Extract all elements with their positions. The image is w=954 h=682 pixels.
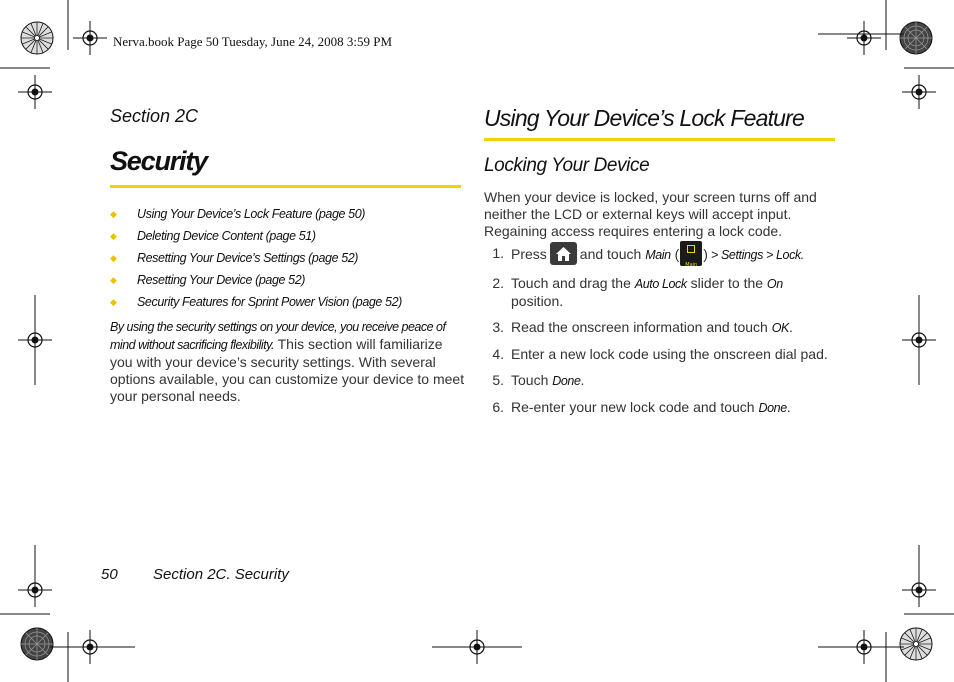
- print-header: Nerva.book Page 50 Tuesday, June 24, 2008 3:59 PM: [113, 34, 393, 49]
- section-title: Security: [110, 146, 207, 176]
- step-text: [511, 372, 836, 390]
- lock-description: When your device is locked, your screen turns off and neither the LCD or external keys will accept input. Regaining access requires entering a lock code.: [484, 189, 817, 239]
- toc-item[interactable]: [110, 247, 402, 269]
- diamond-bullet-icon: ◆: [110, 274, 117, 285]
- step-text-part: Read the onscreen information and touch: [511, 319, 772, 335]
- step-number: 3.: [492, 319, 504, 335]
- feature-heading-rule: [484, 138, 835, 141]
- step-text: [511, 245, 836, 266]
- feature-heading: Using Your Device’s Lock Feature: [484, 105, 805, 131]
- step-item: [484, 346, 836, 363]
- toc-item[interactable]: [110, 269, 402, 291]
- ui-label: Done: [552, 374, 581, 388]
- step-text-part: (: [674, 246, 680, 263]
- toc-item-label: Using Your Device’s Lock Feature (page 50): [137, 207, 366, 221]
- intro-paragraph: [110, 318, 465, 405]
- section-title-rule: [110, 185, 461, 188]
- diamond-bullet-icon: ◆: [110, 208, 117, 219]
- step-item: [484, 399, 836, 417]
- ui-label: On: [766, 277, 783, 291]
- step-text-part: Press: [511, 246, 547, 263]
- page-number: 50: [101, 566, 118, 583]
- step-text: [511, 319, 836, 337]
- step-text-part: .: [786, 399, 791, 415]
- main-key-label: Main: [685, 262, 698, 268]
- step-text: Enter a new lock code using the onscreen dial pad.: [511, 346, 828, 362]
- step-item: [484, 319, 836, 337]
- intro-lead: By using the security settings on your device, you receive peace of mind without sacrificing flexibility.: [110, 320, 446, 352]
- step-text-part: Touch: [511, 372, 553, 388]
- ui-label: Done: [758, 401, 787, 415]
- subheading: Locking Your Device: [484, 155, 650, 176]
- home-key-icon: [550, 242, 577, 265]
- step-text: [511, 275, 836, 310]
- lock-steps-list: [484, 245, 836, 426]
- step-number: 5.: [492, 372, 504, 388]
- step-text-part: Touch and drag the: [511, 275, 635, 291]
- step-item: [484, 275, 836, 310]
- toc-item-label: Resetting Your Device’s Settings (page 52): [137, 251, 359, 265]
- ui-label: OK: [771, 321, 789, 335]
- section-label: Section 2C: [110, 106, 199, 126]
- step-number: 1.: [492, 245, 504, 261]
- toc-item-label: Security Features for Sprint Power Vision (page 52): [137, 295, 402, 309]
- diamond-bullet-icon: ◆: [110, 252, 117, 263]
- step-text-part: Re-enter your new lock code and touch: [511, 399, 759, 415]
- step-text-part: position.: [511, 293, 564, 309]
- toc-item[interactable]: [110, 203, 402, 225]
- diamond-bullet-icon: ◆: [110, 230, 117, 241]
- step-number: 2.: [492, 275, 504, 291]
- step-item: [484, 372, 836, 390]
- ui-label-path: > Settings > Lock.: [707, 248, 804, 263]
- step-text-part: ): [703, 246, 708, 263]
- step-number: 4.: [492, 346, 504, 362]
- step-text: [511, 399, 836, 417]
- ui-label-main: Main: [645, 248, 671, 263]
- toc-item-label: Deleting Device Content (page 51): [137, 229, 316, 243]
- step-text-part: slider to the: [686, 275, 767, 291]
- step-item: [484, 245, 836, 266]
- diamond-bullet-icon: ◆: [110, 296, 117, 307]
- ui-label: Auto Lock: [634, 277, 687, 291]
- toc-item-label: Resetting Your Device (page 52): [137, 273, 306, 287]
- step-text-part: and touch: [579, 246, 642, 263]
- toc-item[interactable]: [110, 291, 402, 313]
- intro-body: This section will familiarize you with your device’s security settings. With several options available, you can customize your device to meet your personal needs.: [110, 336, 465, 404]
- grid-icon: [687, 245, 695, 253]
- toc-item[interactable]: [110, 225, 402, 247]
- step-text-part: .: [789, 319, 793, 335]
- step-number: 6.: [492, 399, 504, 415]
- main-menu-key-icon: [680, 241, 702, 266]
- footer-section-title: Section 2C. Security: [153, 566, 289, 583]
- step-text-part: .: [580, 372, 585, 388]
- section-contents-list: [110, 203, 402, 313]
